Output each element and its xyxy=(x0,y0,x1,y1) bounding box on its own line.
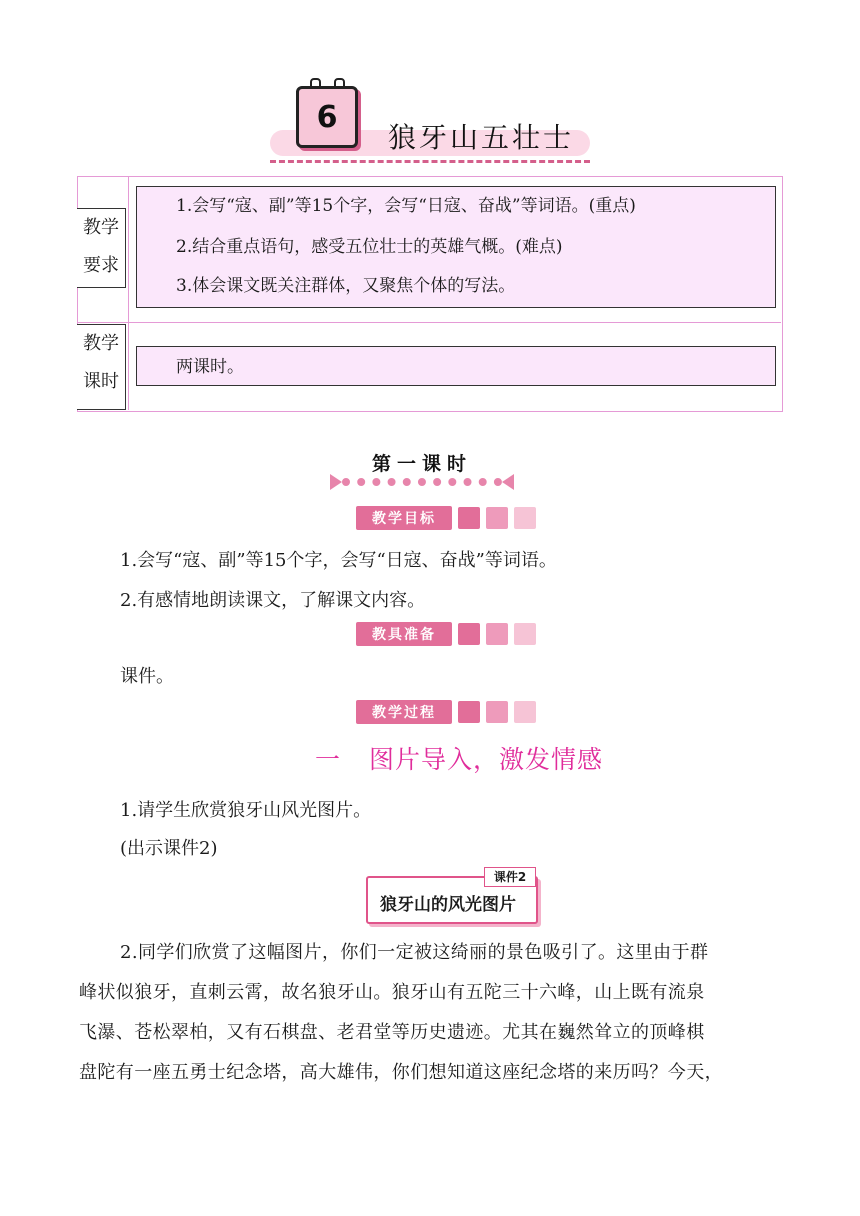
courseware-label: 狼牙山的风光图片 xyxy=(380,895,516,915)
heading-text: 图片导入，激发情感 xyxy=(369,745,604,774)
teaching-hours-value: 两课时。 xyxy=(176,357,244,377)
table-row-divider xyxy=(77,322,781,323)
decor-square xyxy=(458,623,480,645)
label-line: 教学 xyxy=(83,217,119,238)
banner-arrow-right xyxy=(502,474,514,490)
table-column-divider xyxy=(128,176,129,410)
decor-square xyxy=(458,507,480,529)
requirement-item: 1.会写“寇、副”等15个字，会写“日寇、奋战”等词语。(重点) xyxy=(176,196,636,216)
calendar-icon xyxy=(296,86,358,148)
decor-square xyxy=(486,701,508,723)
decor-square xyxy=(458,701,480,723)
decor-square xyxy=(514,623,536,645)
goal-item: 1.会写“寇、副”等15个字，会写“日寇、奋战”等词语。 xyxy=(120,550,557,571)
banner-arrow-left xyxy=(330,474,342,490)
lesson-number: 6 xyxy=(316,99,338,135)
requirement-item: 2.结合重点语句，感受五位壮士的英雄气概。(难点) xyxy=(176,237,563,257)
body-line: 盘陀有一座五勇士纪念塔，高大雄伟，你们想知道这座纪念塔的来历吗？今天， xyxy=(79,1062,723,1083)
decor-square xyxy=(486,507,508,529)
materials-text: 课件。 xyxy=(120,666,174,687)
heading-number: 一 xyxy=(315,745,342,774)
courseware-tag: 课件2 xyxy=(484,867,536,887)
period-title: 第一课时 xyxy=(372,453,473,475)
period-divider xyxy=(342,478,502,486)
title-divider xyxy=(270,160,590,163)
decor-square xyxy=(514,507,536,529)
label-line: 课时 xyxy=(83,371,119,392)
teaching-hours-label xyxy=(77,324,126,410)
requirement-item: 3.体会课文既关注群体，又聚焦个体的写法。 xyxy=(176,276,516,296)
section-label-goals: 教学目标 xyxy=(356,506,452,530)
label-line: 教学 xyxy=(83,333,119,354)
body-line: 飞瀑、苍松翠柏，又有石棋盘、老君堂等历史遗迹。尤其在巍然耸立的顶峰棋 xyxy=(79,1022,705,1043)
decor-square xyxy=(486,623,508,645)
goal-item: 2.有感情地朗读课文，了解课文内容。 xyxy=(120,590,426,611)
body-line: 2.同学们欣赏了这幅图片，你们一定被这绮丽的景色吸引了。这里由于群 xyxy=(120,942,709,963)
teaching-requirements-label xyxy=(77,208,126,288)
process-note: (出示课件2) xyxy=(120,838,218,859)
lesson-title: 狼牙山五壮士 xyxy=(388,121,575,154)
process-step: 1.请学生欣赏狼牙山风光图片。 xyxy=(120,800,372,821)
body-line: 峰状似狼牙，直刺云霄，故名狼牙山。狼牙山有五陀三十六峰，山上既有流泉 xyxy=(79,982,705,1003)
section-label-process: 教学过程 xyxy=(356,700,452,724)
process-heading xyxy=(315,740,603,776)
decor-square xyxy=(514,701,536,723)
label-line: 要求 xyxy=(83,255,119,276)
section-label-materials: 教具准备 xyxy=(356,622,452,646)
